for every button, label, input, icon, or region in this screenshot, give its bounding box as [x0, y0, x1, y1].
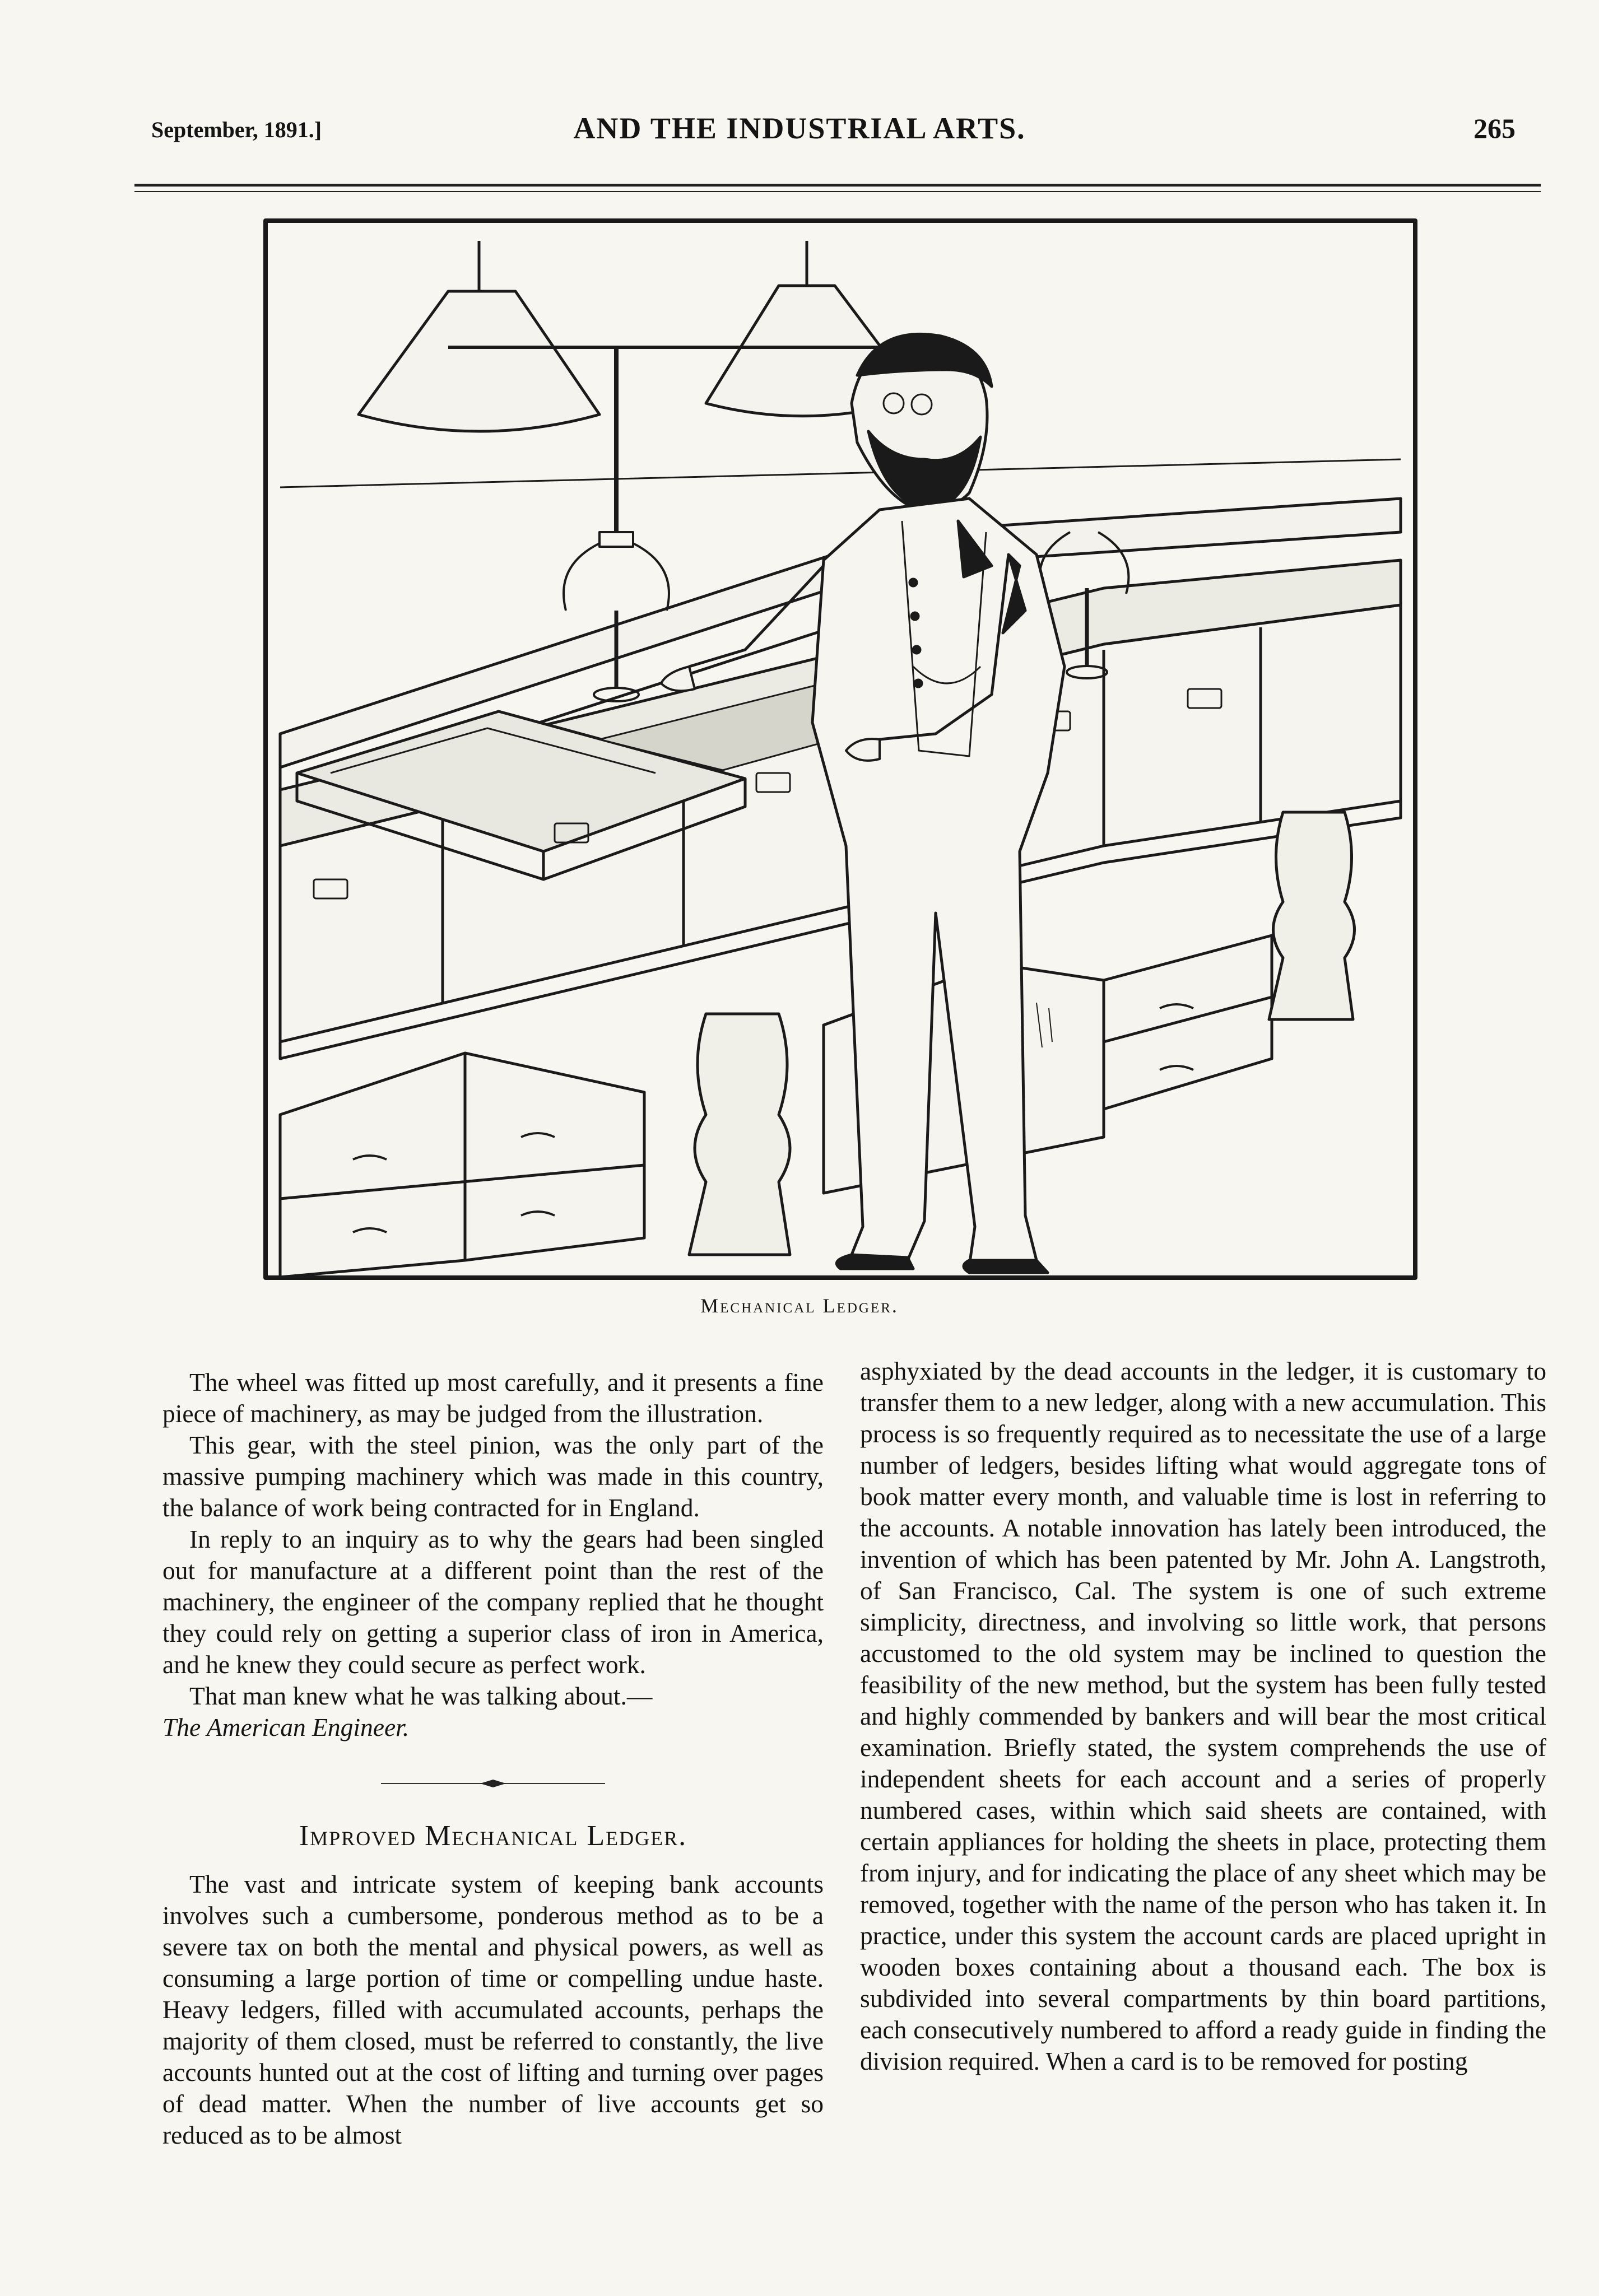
article-heading: Improved Mechanical Ledger. [299, 1820, 687, 1852]
ornament-icon [479, 1778, 507, 1789]
page-number: 265 [1474, 113, 1516, 144]
paragraph: In reply to an inquiry as to why the gears had been singled out for manufacture at a different point than the rest of the machinery, the engineer of the company replied that he thought they could rely on getting a superior class of iron in America, and he knew they could secure as perfect work. [162, 1525, 824, 1679]
header-rule-thin [134, 191, 1541, 192]
paragraph: The wheel was fitted up most carefully, and it presents a fine piece of machinery, as may be judged from the illustration. [162, 1368, 824, 1428]
paragraph-text: That man knew what he was talking about.— [189, 1682, 653, 1710]
running-title: AND THE INDUSTRIAL ARTS. [573, 111, 1026, 145]
article-paragraph-continued: asphyxiated by the dead accounts in the ledger, it is customary to transfer them to a new ledger, along with a new accumulation. This process is so frequently required as to necessitate the use of a large number of ledgers, besides lifting what would aggregate tons of book matter every month, and valuable time is lost in referring to the accounts. A notable innovation has lately been introduced, the invention of which has been patented by Mr. John A. Langstroth, of San Francisco, Cal. The system is one of such extreme simplicity, directness, and involving so little work, that persons accustomed to the old system may be inclined to question the feasibility of the new method, but the system has been fully tested and highly commended by bankers and will bear the most critical examination. Briefly stated, the system comprehends the use of independent sheets for each account and a series of properly numbered cases, within which said sheets are contained, with certain appliances for holding the sheets in place, protecting them from injury, and for indicating the place of any sheet which may be removed, together with the name of the person who has taken it. In practice, under this system the account cards are placed upright in wooden boxes containing about a thousand each. The box is subdivided into several compartments by thin board partitions, each consecutively numbered to afford a ready guide in finding the division required. When a card is to be removed for posting [860, 1357, 1546, 2075]
paragraph [162, 1680, 824, 1743]
source-citation: The American Engineer. [162, 1713, 410, 1741]
header-rule [134, 184, 1541, 187]
header-date: September, 1891.] [151, 117, 322, 142]
paragraph: This gear, with the steel pinion, was the only part of the massive pumping machinery which was made in this country, the balance of work being contracted for in England. [162, 1431, 824, 1522]
left-column [162, 1367, 824, 2151]
article-paragraph: The vast and intricate system of keeping bank accounts involves such a cumbersome, ponderous method as to be a severe tax on both the mental and physical powers, as well as consuming a large portion of time or compelling undue haste. Heavy ledgers, filled with accumulated accounts, perhaps the majority of them closed, must be referred to constantly, the live accounts hunted out at the cost of lifting and turning over pages of dead matter. When the number of live accounts get so reduced as to be almost [162, 1870, 824, 2149]
figure-caption: Mechanical Ledger. [700, 1294, 899, 1317]
right-column [860, 1356, 1546, 2077]
mechanical-ledger-illustration [263, 218, 1417, 1280]
section-divider [162, 1778, 824, 1789]
